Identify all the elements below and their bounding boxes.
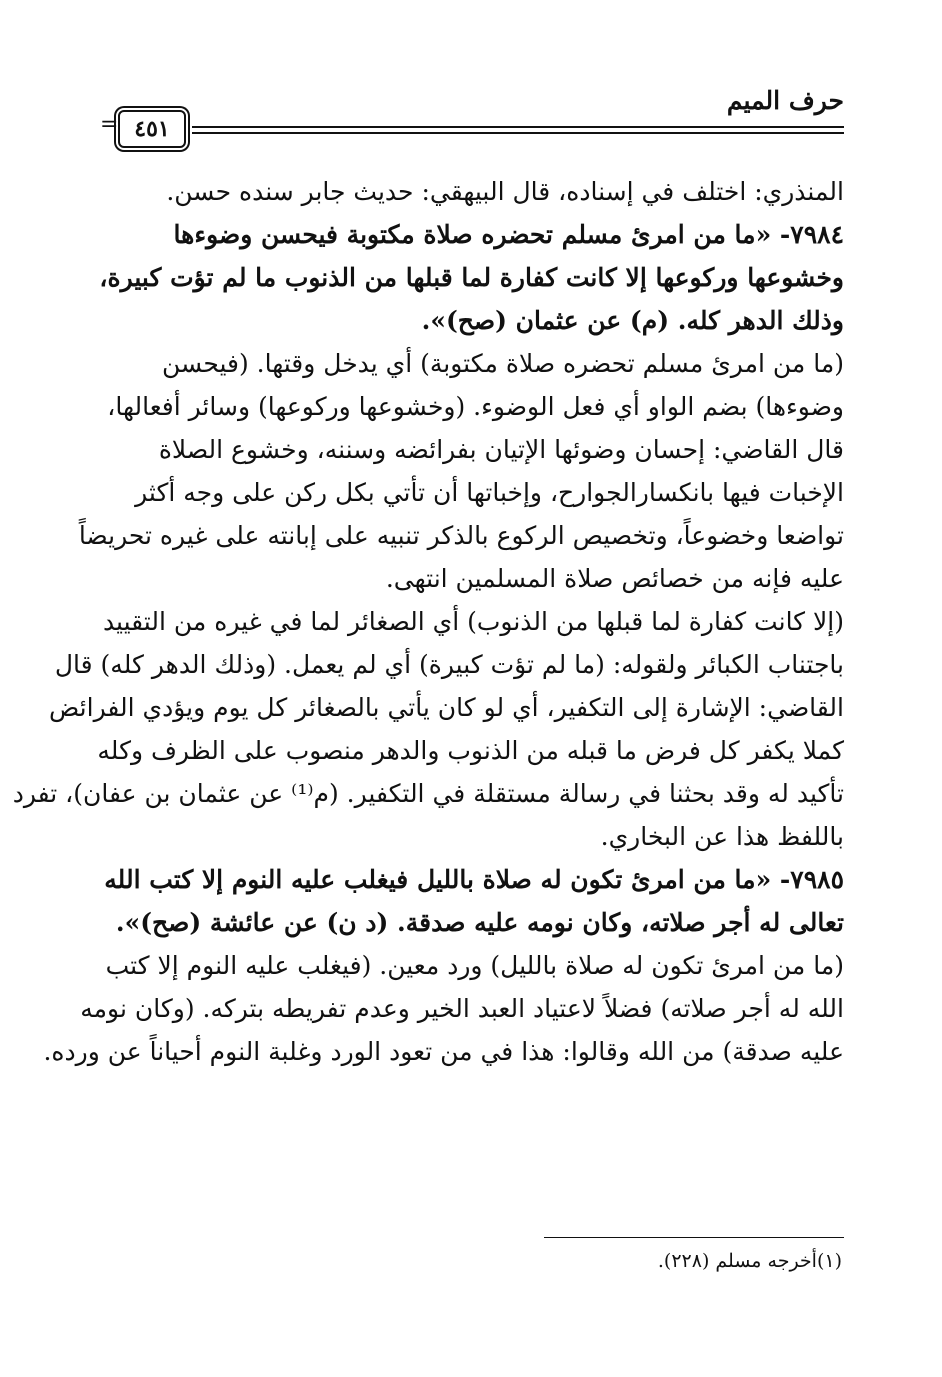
hadith-line: ٧٩٨٥- «ما من امرئ تكون له صلاة بالليل فيغلب عليه النوم إلا كتب الله: [104, 865, 844, 894]
text-line: وضوءها) بضم الواو أي فعل الوضوء. (وخشوعها وركوعها) وسائر أفعالها،: [107, 392, 844, 421]
page-header: [100, 84, 844, 144]
text-line: كملا يكفر كل فرض ما قبله من الذنوب والدهر منصوب على الظرف وكله: [97, 736, 844, 765]
text-line: (إلا كانت كفارة لما قبلها من الذنوب) أي الصغائر لما في غيره من التقييد: [102, 607, 844, 636]
text-line: عليه صدقة) من الله وقالوا: هذا في من تعود الورد وغلبة النوم أحياناً عن ورده.: [43, 1037, 844, 1066]
page-number: ٤٥١: [118, 110, 186, 148]
text-line: الله له أجر صلاته) فضلاً لاعتياد العبد الخير وعدم تفريطه بتركه. (وكان نومه: [80, 994, 844, 1023]
text-line: تأكيد له وقد بحثنا في رسالة مستقلة في التكفير. (م⁽¹⁾ عن عثمان بن عفان)، تفرد: [12, 779, 844, 808]
text-line: المنذري: اختلف في إسناده، قال البيهقي: حديث جابر سنده حسن.: [166, 177, 844, 206]
text-line: (ما من امرئ تكون له صلاة بالليل) ورد معين. (فيغلب عليه النوم إلا كتب: [105, 951, 844, 980]
header-rule-top: [192, 126, 844, 128]
hadith-line: وذلك الدهر كله. (م) عن عثمان (صح)».: [421, 306, 844, 335]
hadith-line: ٧٩٨٤- «ما من امرئ مسلم تحضره صلاة مكتوبة فيحسن وضوءها: [173, 220, 844, 249]
footnote-rule: [544, 1237, 844, 1238]
text-line: القاضي: الإشارة إلى التكفير، أي لو كان يأتي بالصغائر كل يوم ويؤدي الفرائض: [49, 693, 844, 722]
text-line: باجتناب الكبائر ولقوله: (ما لم تؤت كبيرة) أي لم يعمل. (وذلك الدهر كله) قال: [54, 650, 844, 679]
footnote: (١)أخرجه مسلم (٢٢٨).: [657, 1250, 842, 1272]
hadith-line: تعالى له أجر صلاته، وكان نومه عليه صدقة. (د ن) عن عائشة (صح)».: [115, 908, 844, 937]
text-line: تواضعا وخضوعاً، وتخصيص الركوع بالذكر تنبيه على إبانته على غيره تحريضاً: [78, 521, 844, 550]
page-marker: =: [100, 112, 119, 137]
header-rule-bottom: [192, 132, 844, 134]
text-line: باللفظ هذا عن البخاري.: [600, 822, 844, 851]
hadith-line: وخشوعها وركوعها إلا كانت كفارة لما قبلها من الذنوب ما لم تؤت كبيرة،: [99, 263, 844, 292]
text-line: قال القاضي: إحسان وضوئها الإتيان بفرائضه وسننه، وخشوع الصلاة: [158, 435, 844, 464]
chapter-title: حرف الميم: [726, 86, 844, 115]
body-text: [12, 170, 844, 1073]
text-line: (ما من امرئ مسلم تحضره صلاة مكتوبة) أي يدخل وقتها. (فيحسن: [162, 349, 844, 378]
text-line: الإخبات فيها بانكسارالجوارح، وإخباتها أن تأتي بكل ركن على وجه أكثر: [135, 478, 844, 507]
text-line: عليه فإنه من خصائص صلاة المسلمين انتهى.: [385, 564, 844, 593]
